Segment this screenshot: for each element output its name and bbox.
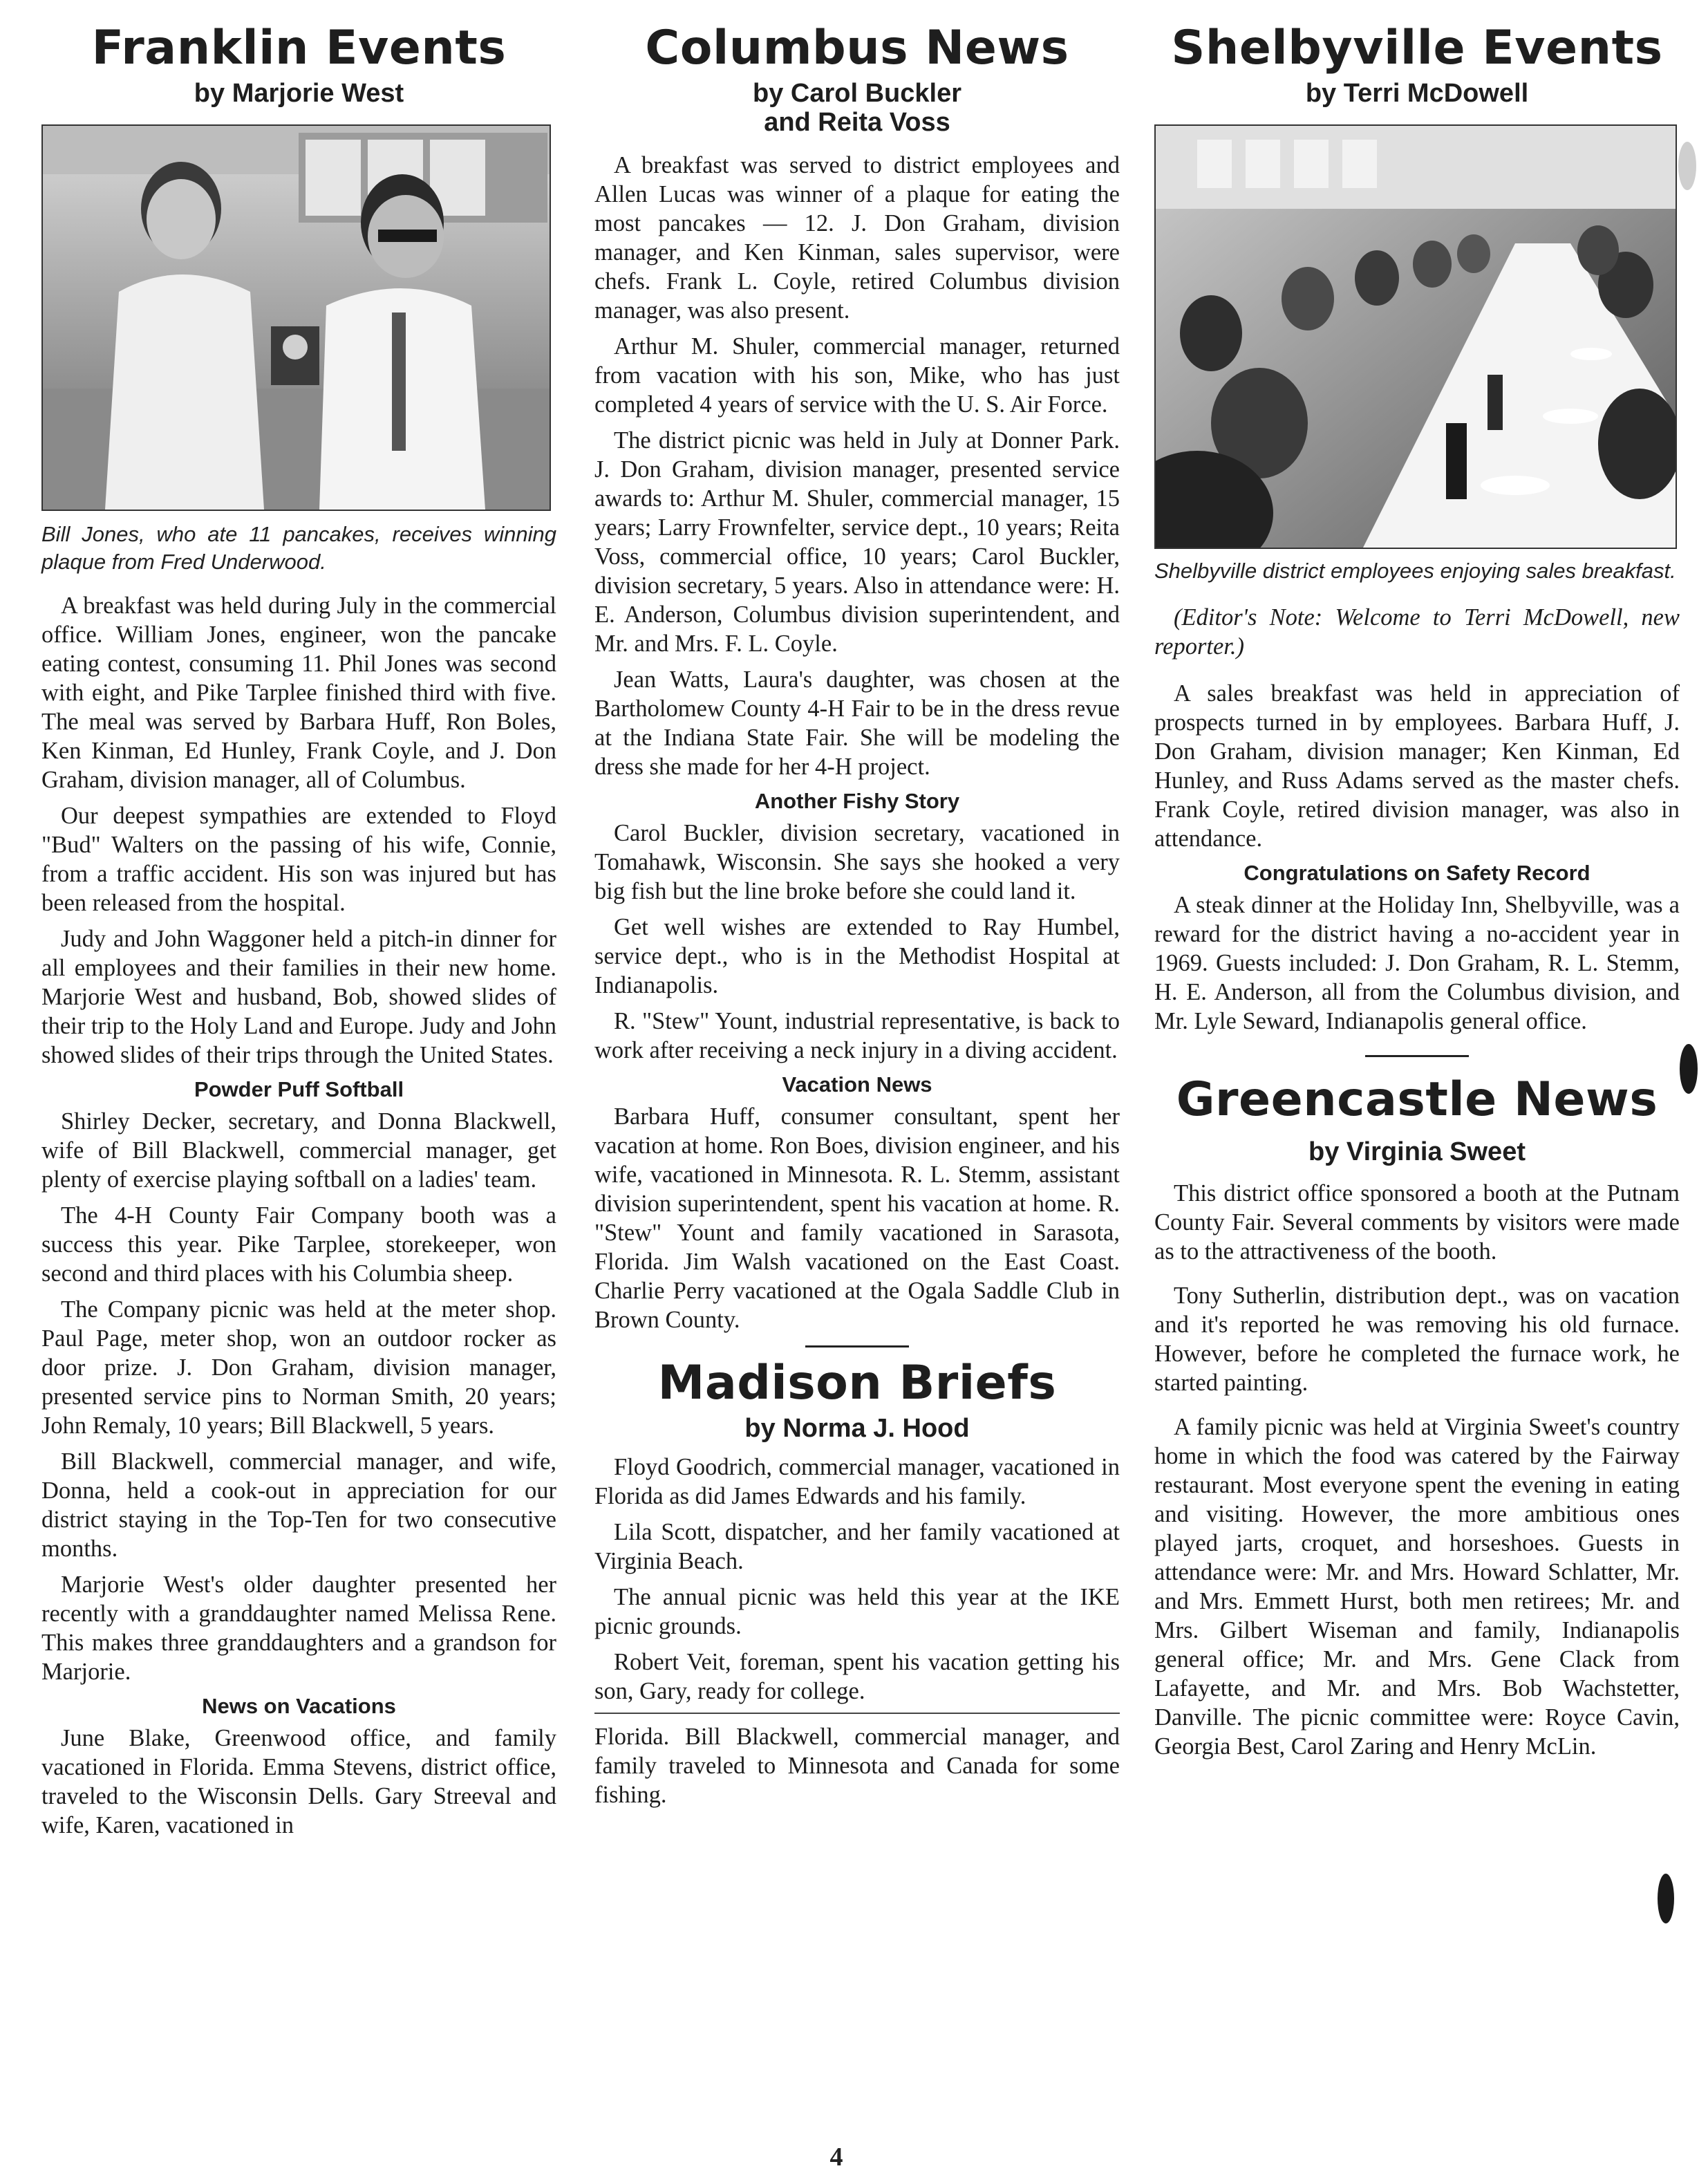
franklin-para-8: Marjorie West's older daughter presented her recently with a granddaughter named Melissa Rene. This makes three granddaughters and a grandson for Marjorie. xyxy=(41,1572,556,1685)
columbus-title: Columbus News xyxy=(645,21,1069,75)
columbus-para-4: Jean Watts, Laura's daughter, was chosen at the Bartholomew County 4-H Fair to be in the dress revue at the Indiana State Fair. She will be modeling the dress she made for her 4-H project. xyxy=(594,666,1120,780)
franklin-para-5: The 4-H County Fair Company booth was a success this year. Pike Tarplee, storekeeper, won second and third places with his Columbia sheep. xyxy=(41,1202,556,1287)
franklin-subhead-vacations: News on Vacations xyxy=(202,1694,396,1718)
column-shelbyville xyxy=(1154,21,1680,1768)
columbus-subhead-vacation: Vacation News xyxy=(782,1072,932,1097)
columbus-byline-1: by Carol Buckler xyxy=(753,79,961,108)
column-franklin xyxy=(41,21,556,1847)
columbus-para-7: R. "Stew" Yount, industrial representative, is back to work after receiving a neck injury in a diving accident. xyxy=(594,1008,1120,1063)
franklin-photo xyxy=(41,124,551,511)
greencastle-byline: by Virginia Sweet xyxy=(1308,1137,1526,1166)
madison-title: Madison Briefs xyxy=(657,1356,1057,1410)
shelbyville-editor-note: (Editor's Note: Welcome to Terri McDowell, new reporter.) xyxy=(1154,604,1680,660)
franklin-para-9: June Blake, Greenwood office, and family vacationed in Florida. Emma Stevens, district office, traveled to the Wisconsin Dells. Gary Streeval and wife, Karen, vacationed in xyxy=(41,1725,556,1838)
binder-hole xyxy=(1680,1044,1698,1094)
madison-para-2: Lila Scott, dispatcher, and her family vacationed at Virginia Beach. xyxy=(594,1519,1120,1574)
franklin-para-6: The Company picnic was held at the meter shop. Paul Page, meter shop, won an outdoor rocker as door prize. J. Don Graham, division manager, presented service pins to Norman Smith, 20 years; John Remaly, 10 years; Bill Blackwell, 5 years. xyxy=(41,1296,556,1439)
franklin-photo-caption: Bill Jones, who ate 11 pancakes, receives winning plaque from Fred Underwood. xyxy=(41,522,556,574)
madison-para-4: Robert Veit, foreman, spent his vacation getting his son, Gary, ready for college. xyxy=(594,1649,1120,1704)
continuation-rule xyxy=(594,1713,1120,1714)
binder-hole xyxy=(1678,142,1696,190)
shelbyville-photo xyxy=(1154,124,1677,549)
greencastle-title: Greencastle News xyxy=(1176,1072,1658,1127)
madison-byline: by Norma J. Hood xyxy=(744,1414,970,1443)
columbus-para-2: Arthur M. Shuler, commercial manager, returned from vacation with his son, Mike, who has just completed 4 years of service with the U. S. Air Force. xyxy=(594,333,1120,418)
franklin-byline: by Marjorie West xyxy=(194,79,404,108)
shelbyville-para-1: A sales breakfast was held in appreciation of prospects turned in by employees. Barbara Huff, J. Don Graham, division manager; Ken Kinman, Ed Hunley, and Russ Adams served as the master chefs. Frank Coyle, retired division manager, was also in attendance. xyxy=(1154,680,1680,852)
columbus-subhead-fishy: Another Fishy Story xyxy=(754,789,960,813)
franklin-continuation: Florida. Bill Blackwell, commercial manager, and family traveled to Minnesota and Canada for some fishing. xyxy=(594,1724,1120,1808)
shelbyville-para-2: A steak dinner at the Holiday Inn, Shelbyville, was a reward for the district having a no-accident year in 1969. Guests included: J. Don Graham, R. L. Stemm, H. E. Anderson, all from the Columbus division, and Mr. Lyle Seward, Indianapolis general office. xyxy=(1154,892,1680,1034)
columbus-para-1: A breakfast was served to district employees and Allen Lucas was winner of a plaque for eating the most pancakes — 12. J. Don Graham, division manager, and Ken Kinman, sales supervisor, were chefs. Frank L. Coyle, retired Columbus division manager, was also present. xyxy=(594,152,1120,324)
page-number: 4 xyxy=(829,2143,843,2172)
franklin-para-1: A breakfast was held during July in the commercial office. William Jones, engineer, won the pancake eating contest, consuming 11. Phil Jones was second with eight, and Pike Tarplee finished third with five. The meal was served by Barbara Huff, Ron Boles, Ken Kinman, Ed Hunley, Frank Coyle, and J. Don Graham, division manager, all of Columbus. xyxy=(41,593,556,793)
photo-plaque-presentation xyxy=(43,126,550,510)
binder-hole xyxy=(1658,1874,1674,1923)
franklin-para-4: Shirley Decker, secretary, and Donna Blackwell, wife of Bill Blackwell, commercial manager, get plenty of exercise playing softball on a ladies' team. xyxy=(41,1108,556,1193)
franklin-para-2: Our deepest sympathies are extended to Floyd "Bud" Walters on the passing of his wife, Connie, from a traffic accident. His son was injured but has been released from the hospital. xyxy=(41,803,556,916)
shelbyville-byline: by Terri McDowell xyxy=(1305,79,1529,108)
shelbyville-subhead-safety: Congratulations on Safety Record xyxy=(1244,861,1590,885)
section-divider xyxy=(805,1345,909,1348)
columbus-byline-2: and Reita Voss xyxy=(764,108,950,137)
greencastle-para-1: This district office sponsored a booth at the Putnam County Fair. Several comments by visitors were made as to the attractiveness of the booth. xyxy=(1154,1180,1680,1265)
greencastle-para-3: A family picnic was held at Virginia Sweet's country home in which the food was catered by the Fairway restaurant. Most everyone spent the evening in eating and visiting. However, the more ambitious ones played jarts, croquet, and horseshoes. Guests in attendance were: Mr. and Mrs. Howard Schlatter, Mr. and Mrs. Emmett Hurst, both men retirees; Mr. and Mrs. Gilbert Wiseman and family, Indianapolis general office; Mr. and Mrs. Gene Clack from Lafayette, and Mr. and Mrs. Bob Wachstetter, Danville. The picnic committee were: Royce Cavin, Georgia Best, Carol Zaring and Henry McLin. xyxy=(1154,1414,1680,1760)
newsletter-page xyxy=(41,21,1680,2157)
column-columbus xyxy=(594,21,1120,1816)
franklin-title: Franklin Events xyxy=(91,21,507,75)
franklin-para-3: Judy and John Waggoner held a pitch-in dinner for all employees and their families in their new home. Marjorie West and husband, Bob, showed slides of their trip to the Holy Land and Europe. Judy and John showed slides of their trips through the United States. xyxy=(41,926,556,1068)
columbus-para-3: The district picnic was held in July at Donner Park. J. Don Graham, division manager, presented service awards to: Arthur M. Shuler, commercial manager, 15 years; Larry Frownfelter, service dept., 10 years; Reita Voss, commercial office, 10 years; Carol Buckler, division secretary, 5 years. Also in attendance were: H. E. Anderson, Columbus division superintendent, and Mr. and Mrs. F. L. Coyle. xyxy=(594,427,1120,657)
franklin-subhead-softball: Powder Puff Softball xyxy=(194,1077,404,1101)
madison-para-3: The annual picnic was held this year at the IKE picnic grounds. xyxy=(594,1584,1120,1639)
columbus-para-8: Barbara Huff, consumer consultant, spent her vacation at home. Ron Boes, division engineer, and his wife, vacationed in Minnesota. R. L. Stemm, assistant division superintendent, spent his vacation at home. R. "Stew" Yount and family vacationed in Sarasota, Florida. Jim Walsh vacationed on the East Coast. Charlie Perry vacationed at the Ogala Saddle Club in Brown County. xyxy=(594,1103,1120,1333)
greencastle-para-2: Tony Sutherlin, distribution dept., was on vacation and it's reported he was removing his old furnace. However, before he completed the furnace work, he started painting. xyxy=(1154,1283,1680,1396)
columbus-para-6: Get well wishes are extended to Ray Humbel, service dept., who is in the Methodist Hospital at Indianapolis. xyxy=(594,914,1120,998)
shelbyville-title: Shelbyville Events xyxy=(1171,21,1663,75)
shelbyville-photo-caption: Shelbyville district employees enjoying sales breakfast. xyxy=(1154,559,1676,583)
photo-sales-breakfast xyxy=(1156,126,1676,548)
section-divider xyxy=(1365,1055,1469,1057)
columbus-para-5: Carol Buckler, division secretary, vacationed in Tomahawk, Wisconsin. She says she hooked a very big fish but the line broke before she could land it. xyxy=(594,820,1120,904)
madison-para-1: Floyd Goodrich, commercial manager, vacationed in Florida as did James Edwards and his family. xyxy=(594,1454,1120,1509)
franklin-para-7: Bill Blackwell, commercial manager, and wife, Donna, held a cook-out in appreciation for our district staying in the Top-Ten for two consecutive months. xyxy=(41,1448,556,1562)
